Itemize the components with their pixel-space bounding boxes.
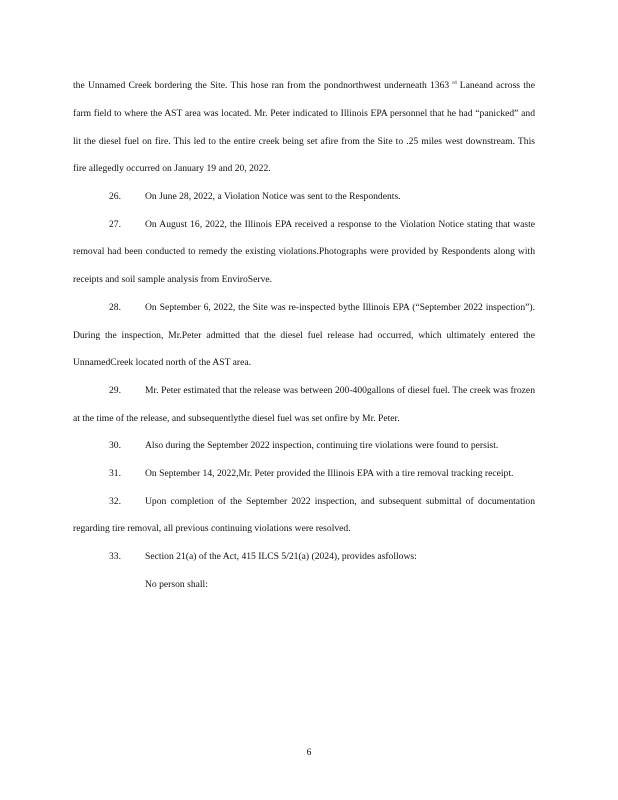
opening-text-part-2: Laneand across the farm field to where the AST area was located. Mr. Peter indicated to Illinois EPA personnel that he had “panicked” and lit the diesel fuel on fire. This led to the entire creek being set afire from the Site to .25 miles west downstream. This fire allegedly occurred on January 19 and 20, 2022. xyxy=(73,80,535,175)
paragraph-30 xyxy=(73,432,535,460)
paragraph-number: 32. xyxy=(109,495,121,507)
page-number: 6 xyxy=(306,747,312,758)
body-text xyxy=(73,70,535,599)
paragraph-text: Upon completion of the September 2022 inspection, and subsequent submittal of documentation regarding tire removal, all previous continuing violations were resolved. xyxy=(73,495,535,535)
paragraph-31 xyxy=(73,460,535,488)
paragraph-number: 33. xyxy=(109,551,121,563)
paragraph-text: Also during the September 2022 inspection, continuing tire violations were found to persist. xyxy=(145,440,499,452)
paragraph-32 xyxy=(73,488,535,543)
statute-quote-line: No person shall: xyxy=(145,578,208,590)
paragraph-text: On September 6, 2022, the Site was re-inspected bythe Illinois EPA (“September 2022 inspection”). During the inspection, Mr.Peter admitted that the diesel fuel release had occurred, which ultimately entered the UnnamedCreek located north of the AST area. xyxy=(73,301,535,369)
paragraph-number: 31. xyxy=(109,468,121,480)
paragraph-number: 27. xyxy=(109,218,121,230)
opening-paragraph xyxy=(73,70,535,183)
paragraph-33 xyxy=(73,543,535,571)
paragraph-28 xyxy=(73,294,535,377)
paragraph-29 xyxy=(73,377,535,432)
paragraph-number: 30. xyxy=(109,440,121,452)
paragraph-text: Mr. Peter estimated that the release was between 200-400gallons of diesel fuel. The creek was frozen at the time of the release, and subsequentlythe diesel fuel was set onfire by Mr. Peter. xyxy=(73,384,535,424)
paragraph-text: On August 16, 2022, the Illinois EPA received a response to the Violation Notice stating that waste removal had been conducted to remedy the existing violations.Photographs were provided by Respondents along with receipts and soil sample analysis from EnviroServe. xyxy=(73,218,535,286)
paragraph-number: 26. xyxy=(109,191,121,202)
paragraph-27 xyxy=(73,211,535,294)
paragraph-text: Section 21(a) of the Act, 415 ILCS 5/21(a) (2024), provides asfollows: xyxy=(145,551,417,563)
paragraph-number: 29. xyxy=(109,384,121,396)
paragraph-number: 28. xyxy=(109,301,121,313)
paragraph-text: On June 28, 2022, a Violation Notice was sent to the Respondents. xyxy=(145,191,401,202)
paragraph-26 xyxy=(73,183,535,211)
ordinal-superscript: rd xyxy=(452,81,457,86)
paragraph-text: On September 14, 2022,Mr. Peter provided the Illinois EPA with a tire removal tracking receipt. xyxy=(145,468,514,480)
opening-text-part-1: the Unnamed Creek bordering the Site. This hose ran from the pondnorthwest underneath 1363 xyxy=(73,80,450,92)
